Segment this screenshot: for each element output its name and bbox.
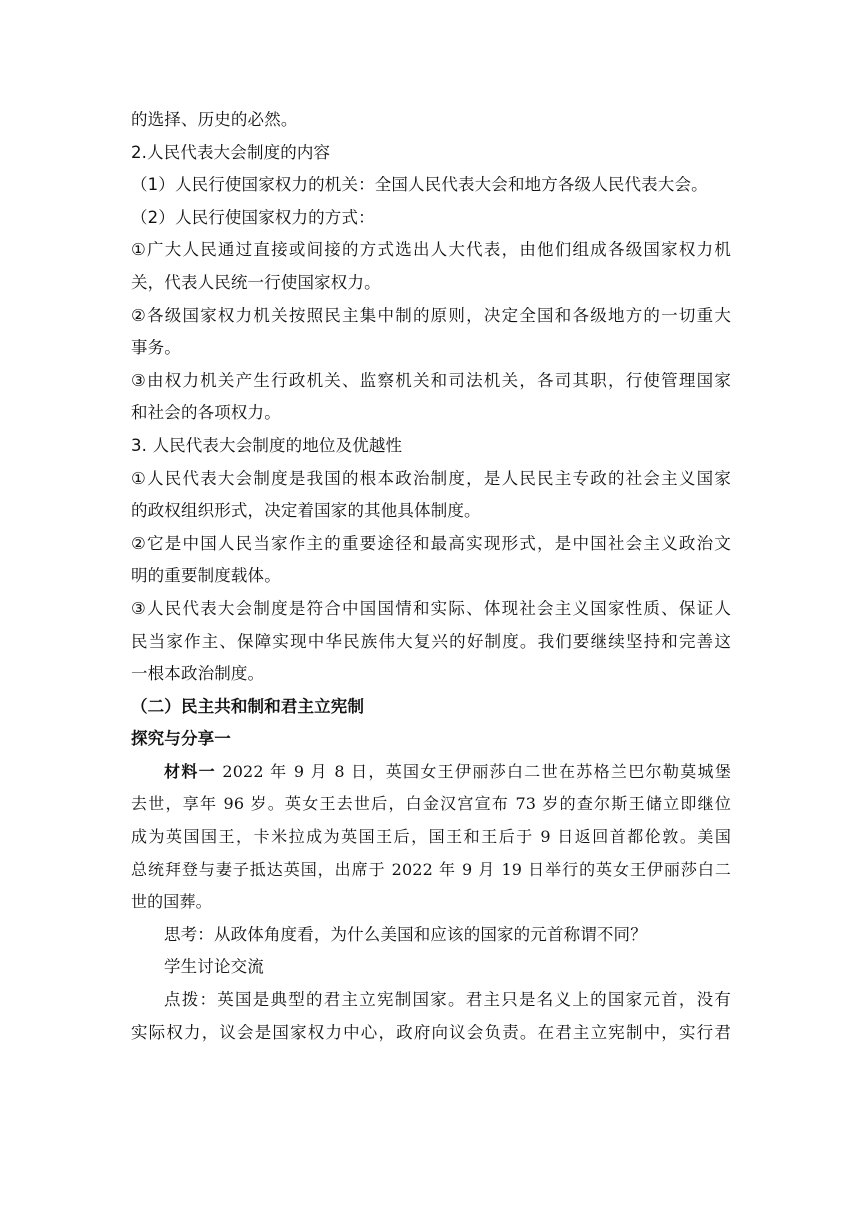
- text-line: ③由权力机关产生行政机关、监察机关和司法机关，各司其职，行使管理国家: [131, 370, 731, 390]
- text-line: 事务。: [131, 338, 181, 358]
- text-line: 的政权组织形式，决定着国家的其他具体制度。: [131, 501, 481, 521]
- material-text: 2022 年 9 月 8 日，英国女王伊丽莎白二世在苏格兰巴尔勒莫城堡: [215, 761, 731, 781]
- text-line: ③人民代表大会制度是符合中国国情和实际、体现社会主义国家性质、保证人: [131, 598, 731, 618]
- material-label: 材料一: [164, 761, 216, 781]
- text-line: （1）人民行使国家权力的机关：全国人民代表大会和地方各级人民代表大会。: [131, 175, 708, 195]
- text-line: ①广大人民通过直接或间接的方式选出人大代表，由他们组成各级国家权力机: [131, 240, 731, 260]
- material-line: 成为英国国王，卡米拉成为英国王后，国王和王后于 9 日返回首都伦敦。美国: [131, 827, 731, 847]
- guidance-line: 点拨：英国是典型的君主立宪制国家。君主只是名义上的国家元首，没有: [164, 990, 731, 1010]
- text-line: 明的重要制度载体。: [131, 566, 281, 586]
- activity-heading: 探究与分享一: [131, 729, 231, 749]
- text-line: 民当家作主、保障实现中华民族伟大复兴的好制度。我们要继续坚持和完善这: [131, 631, 731, 651]
- text-line: ②各级国家权力机关按照民主集中制的原则，决定全国和各级地方的一切重大: [131, 305, 731, 325]
- section-heading-two: （二）民主共和制和君主立宪制: [131, 696, 365, 716]
- material-line: 总统拜登与妻子抵达英国，出席于 2022 年 9 月 19 日举行的英女王伊丽莎白二: [131, 859, 731, 879]
- section-heading-2: 2.人民代表大会制度的内容: [131, 142, 331, 162]
- material-first-line: [131, 756, 731, 789]
- text-line: 和社会的各项权力。: [131, 403, 281, 423]
- text-line: 一根本政治制度。: [131, 664, 265, 684]
- section-heading-3: 3. 人民代表大会制度的地位及优越性: [131, 435, 403, 455]
- material-line: 去世，享年 96 岁。英女王去世后，白金汉宫宣布 73 岁的查尔斯王储立即继位: [131, 794, 731, 814]
- text-line: 关，代表人民统一行使国家权力。: [131, 272, 381, 292]
- text-line: （2）人民行使国家权力的方式：: [131, 207, 375, 227]
- discussion-line: 学生讨论交流: [164, 957, 264, 977]
- question-line: 思考：从政体角度看，为什么美国和应该的国家的元首称谓不同？: [164, 924, 647, 944]
- text-line: 的选择、历史的必然。: [131, 110, 298, 129]
- document-body: [131, 104, 731, 1049]
- material-line: 世的国葬。: [131, 892, 212, 912]
- guidance-line: 实际权力，议会是国家权力中心，政府向议会负责。在君主立宪制中，实行君: [131, 1022, 731, 1042]
- text-line: ①人民代表大会制度是我国的根本政治制度，是人民民主专政的社会主义国家: [131, 468, 731, 488]
- text-line: ②它是中国人民当家作主的重要途径和最高实现形式，是中国社会主义政治文: [131, 533, 731, 553]
